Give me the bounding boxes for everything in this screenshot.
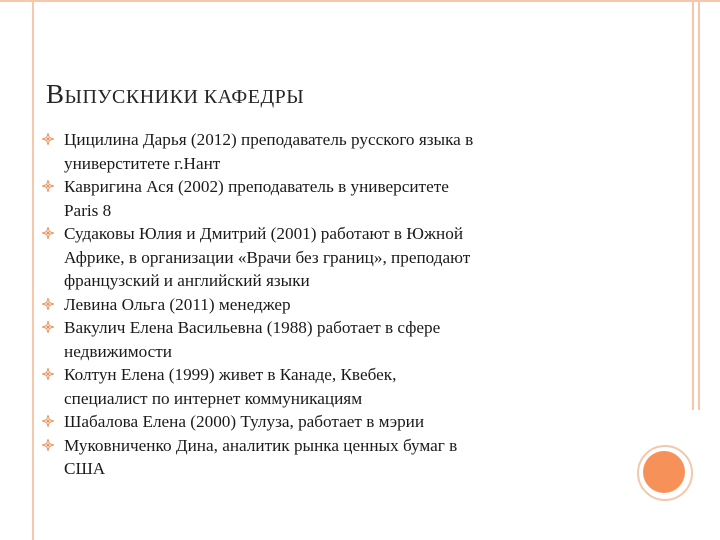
decorative-right-line-inner xyxy=(692,0,694,410)
list-item xyxy=(44,363,624,410)
list-item xyxy=(44,222,624,293)
list-item-text: Шабалова Елена (2000) Тулуза, работает в мэрии xyxy=(64,412,425,431)
list-item xyxy=(44,410,624,434)
list-item-text: универститете г.Нант xyxy=(64,153,221,173)
list-item xyxy=(44,434,624,481)
orange-circle-icon xyxy=(643,451,685,493)
decorative-top-border xyxy=(0,0,720,2)
title-initial: В xyxy=(46,79,65,109)
ornament-bullet-icon xyxy=(42,439,54,451)
list-item xyxy=(44,316,624,363)
list-item-text: Кавригина Ася (2002) преподаватель в университете xyxy=(64,177,449,196)
list-item-text: Африке, в организации «Врачи без границ», преподают xyxy=(64,247,471,267)
list-item-text: Муковниченко Дина, аналитик рынка ценных бумаг в xyxy=(64,435,458,455)
ornament-bullet-icon xyxy=(42,321,54,333)
list-item-text: Вакулич Елена Васильевна (1988) работает в сфере xyxy=(64,318,441,337)
list-item-text: французский и английский языки xyxy=(64,271,310,290)
list-item-text: специалист по интернет коммуникациям xyxy=(64,388,363,408)
ornament-bullet-icon xyxy=(42,298,54,310)
list-item-text: США xyxy=(64,459,106,478)
slide-title xyxy=(46,79,304,110)
list-item-text: Колтун Елена (1999) живет в Канаде, Квебек, xyxy=(64,365,397,384)
ornament-bullet-icon xyxy=(42,133,54,145)
list-item-text: Paris 8 xyxy=(64,200,112,220)
decorative-left-line xyxy=(32,0,34,540)
alumni-list xyxy=(44,128,624,481)
list-item xyxy=(44,293,624,317)
list-item xyxy=(44,175,624,222)
ornament-bullet-icon xyxy=(42,180,54,192)
list-item-text: Цицилина Дарья (2012) преподаватель русского языка в xyxy=(64,130,474,149)
ornament-bullet-icon xyxy=(42,227,54,239)
ornament-bullet-icon xyxy=(42,368,54,380)
decorative-right-line-outer xyxy=(698,0,700,410)
list-item xyxy=(44,128,624,175)
list-item-text: недвижимости xyxy=(64,341,172,361)
list-item-text: Левина Ольга (2011) менеджер xyxy=(64,294,291,314)
title-rest: ЫПУСКНИКИ КАФЕДРЫ xyxy=(64,86,305,108)
ornament-bullet-icon xyxy=(42,415,54,427)
list-item-text: Судаковы Юлия и Дмитрий (2001) работают в Южной xyxy=(64,224,464,243)
